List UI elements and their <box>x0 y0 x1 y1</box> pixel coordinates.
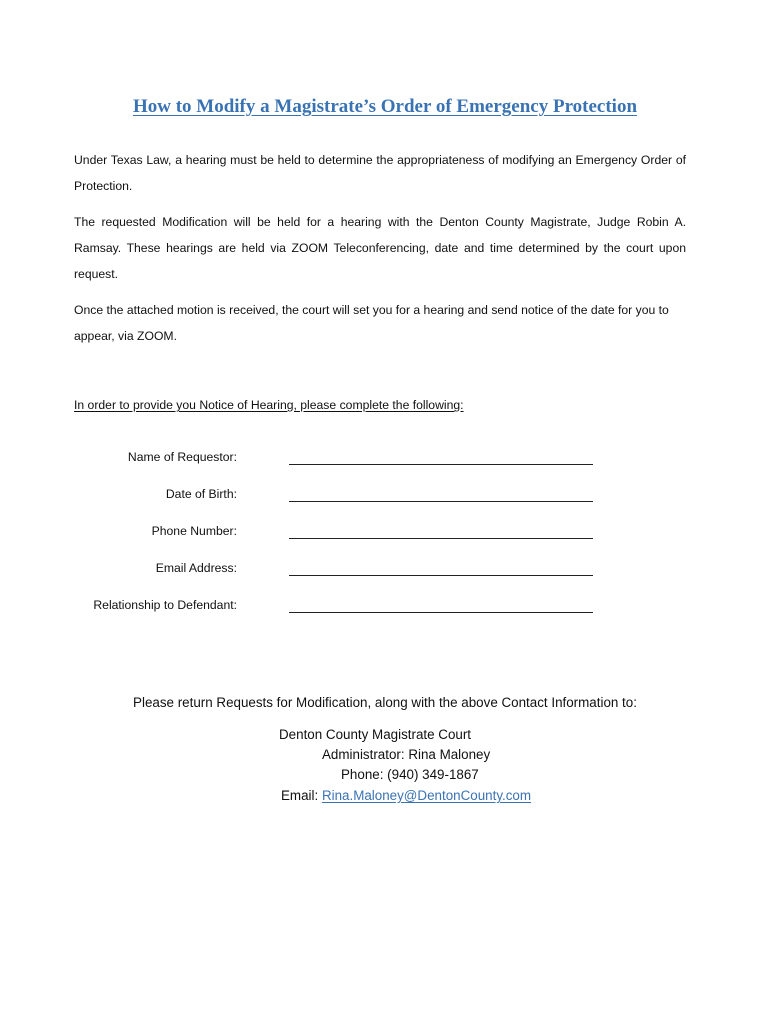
email-address-label: Email Address: <box>155 561 237 575</box>
return-instructions: Please return Requests for Modification, along with the above Contact Information to: <box>133 695 637 710</box>
contact-administrator: Administrator: Rina Maloney <box>322 747 491 762</box>
motion-paragraph: Once the attached motion is received, the court will set you for a hearing and send notice of the date for you to appear, via ZOOM. <box>74 303 669 343</box>
name-of-requestor-label: Name of Requestor: <box>127 450 237 464</box>
form-row-dob <box>0 487 770 507</box>
contact-court: Denton County Magistrate Court <box>279 727 472 742</box>
phone-number-label: Phone Number: <box>151 524 237 538</box>
date-of-birth-line[interactable] <box>289 487 593 502</box>
relationship-to-defendant-line[interactable] <box>289 598 593 613</box>
form-row-phone <box>0 524 770 544</box>
intro-paragraph: Under Texas Law, a hearing must be held to determine the appropriateness of modifying an Emergency Order of Protection. <box>74 153 686 193</box>
form-row-relationship <box>0 598 770 618</box>
contact-email-line <box>281 788 531 803</box>
document-title: How to Modify a Magistrate’s Order of Emergency Protection <box>132 96 638 117</box>
relationship-to-defendant-label: Relationship to Defendant: <box>93 598 237 612</box>
contact-email-link[interactable]: Rina.Maloney@DentonCounty.com <box>321 788 532 803</box>
hearing-details-paragraph: The requested Modification will be held for a hearing with the Denton County Magistrate, Judge Robin A. Ramsay. These hearings are held via ZOOM Teleconferencing, date and time determined by the court upon request. <box>74 215 686 281</box>
notice-heading: In order to provide you Notice of Hearing, please complete the following: <box>74 398 464 412</box>
name-of-requestor-line[interactable] <box>289 450 593 465</box>
date-of-birth-label: Date of Birth: <box>165 487 237 501</box>
email-address-line[interactable] <box>289 561 593 576</box>
form-row-name <box>0 450 770 470</box>
contact-phone: Phone: (940) 349-1867 <box>341 767 479 782</box>
form-row-email <box>0 561 770 581</box>
contact-email-label: Email: <box>281 788 322 803</box>
phone-number-line[interactable] <box>289 524 593 539</box>
